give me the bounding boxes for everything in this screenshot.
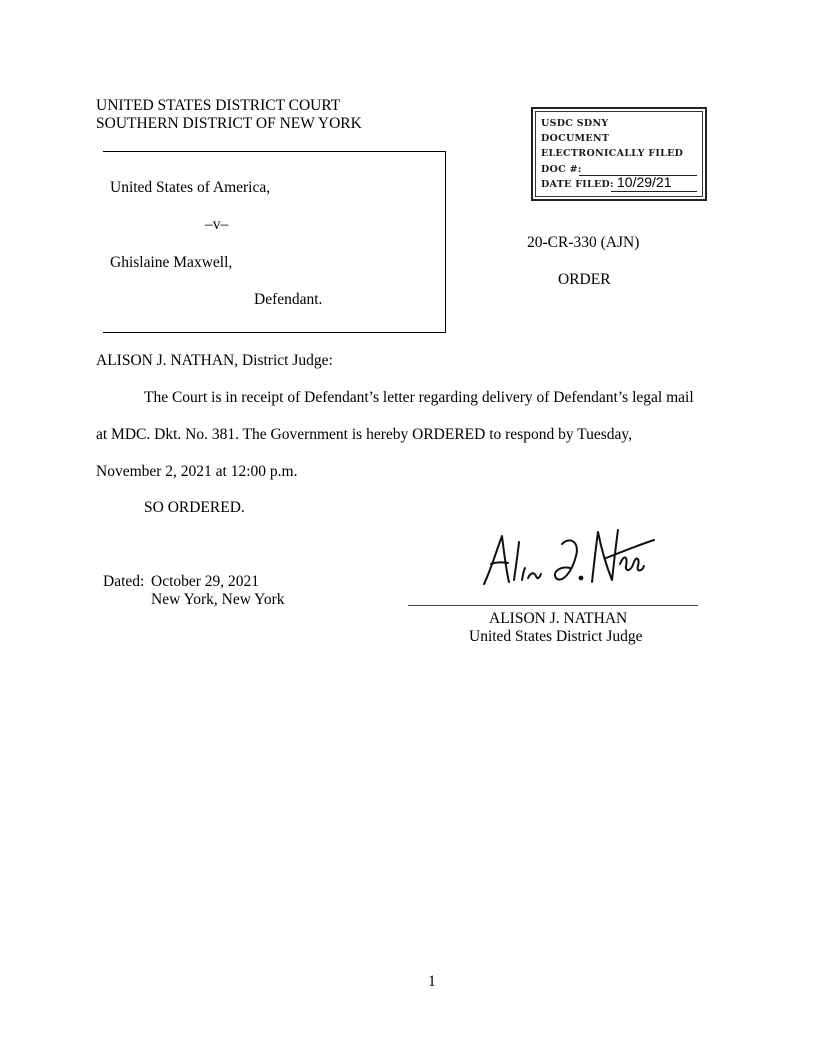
stamp-document-line: DOCUMENT [541,133,610,144]
court-name-line1: UNITED STATES DISTRICT COURT [96,97,341,114]
signature-line [408,605,698,606]
so-ordered: SO ORDERED. [144,499,245,516]
judge-heading: ALISON J. NATHAN, District Judge: [96,352,333,369]
stamp-electronic-line: ELECTRONICALLY FILED [541,148,684,159]
plaintiff-name: United States of America, [110,179,271,196]
versus-text: –v– [205,216,229,233]
page-number: 1 [428,973,436,990]
defendant-role: Defendant. [254,291,323,308]
signer-title: United States District Judge [469,628,643,645]
case-number: 20-CR-330 (AJN) [527,234,640,251]
stamp-date-fill-line [611,191,697,192]
defendant-name: Ghislaine Maxwell, [110,254,233,271]
signer-name: ALISON J. NATHAN [489,610,628,627]
court-name-line2: SOUTHERN DISTRICT OF NEW YORK [96,115,362,132]
court-header [96,97,362,133]
stamp-doc-label: DOC #: [541,164,582,175]
filing-stamp [531,107,707,201]
dated-label: Dated: [103,573,145,590]
dated-place: New York, New York [151,591,285,608]
handwritten-signature [476,522,656,592]
body-line-1: The Court is in receipt of Defendant’s letter regarding delivery of Defendant’s legal mail [144,389,694,406]
stamp-court-line: USDC SDNY [541,118,609,129]
stamp-date-value: 10/29/21 [617,174,672,190]
body-line-2: at MDC. Dkt. No. 381. The Government is hereby ORDERED to respond by Tuesday, [96,426,632,443]
dated-date: October 29, 2021 [151,573,260,590]
body-line-3: November 2, 2021 at 12:00 p.m. [96,463,298,480]
document-title: ORDER [558,271,611,288]
stamp-date-label: DATE FILED: [541,179,614,190]
